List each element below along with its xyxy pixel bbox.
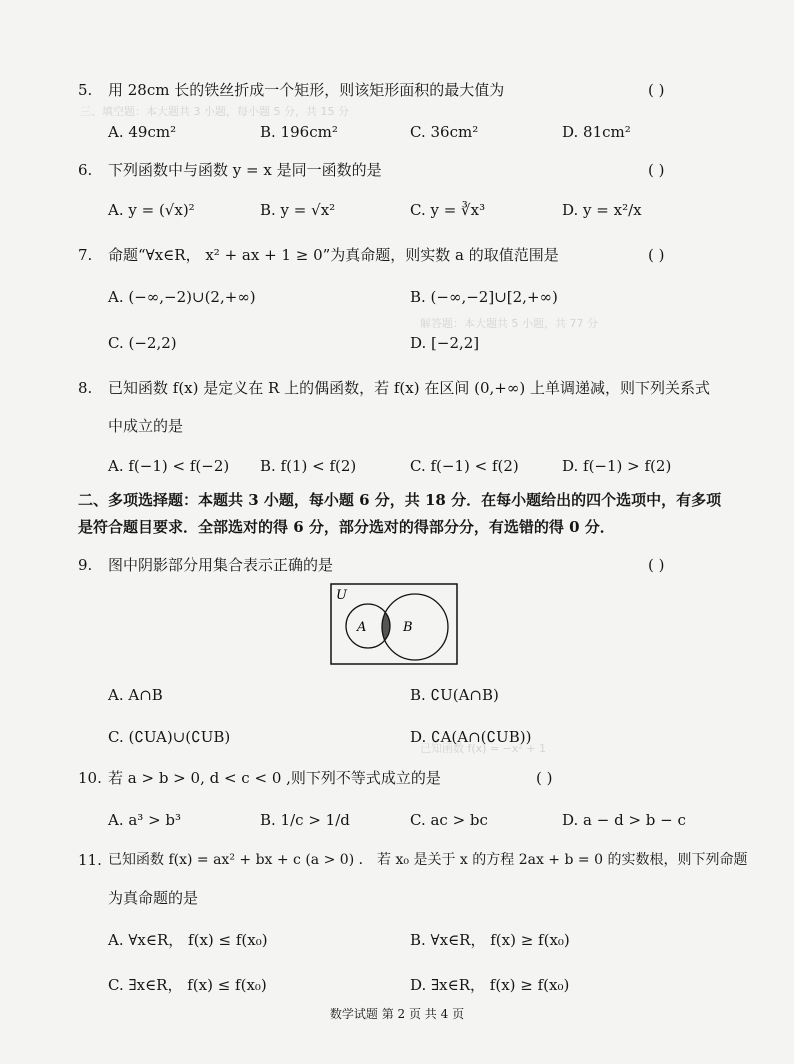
option-d: D. ∁A(A∩(∁UB)) bbox=[410, 728, 532, 746]
option-b: B. y = √x² bbox=[260, 201, 336, 219]
answer-bracket: ( ) bbox=[648, 556, 665, 574]
question-stem: 命题“∀x∈R， x² + ax + 1 ≥ 0”为真命题，则实数 a 的取值范围是 bbox=[108, 246, 559, 264]
question-number: 7. bbox=[78, 246, 93, 264]
question-number: 10. bbox=[78, 769, 102, 787]
option-c: C. 36cm² bbox=[410, 123, 479, 141]
option-a: A. y = (√x)² bbox=[108, 201, 195, 219]
set-b-label: B bbox=[403, 620, 413, 635]
question-stem: 用 28cm 长的铁丝折成一个矩形，则该矩形面积的最大值为 bbox=[108, 81, 505, 99]
question-stem: 为真命题的是 bbox=[108, 889, 199, 907]
option-b: B. (−∞,−2]∪[2,+∞) bbox=[410, 288, 558, 306]
option-a: A. 49cm² bbox=[108, 123, 177, 141]
option-b: B. 1/c > 1/d bbox=[260, 811, 350, 829]
universe-label: U bbox=[336, 588, 347, 603]
option-c: C. (∁UA)∪(∁UB) bbox=[108, 728, 231, 746]
option-d: D. [−2,2] bbox=[410, 334, 480, 352]
question-number: 9. bbox=[78, 556, 93, 574]
option-d: D. f(−1) > f(2) bbox=[562, 457, 672, 475]
answer-bracket: ( ) bbox=[648, 246, 665, 264]
answer-bracket: ( ) bbox=[536, 769, 553, 787]
bleed-through-text: 三、填空题：本大题共 3 小题，每小题 5 分，共 15 分 bbox=[80, 105, 349, 118]
question-stem: 已知函数 f(x) 是定义在 R 上的偶函数，若 f(x) 在区间 (0,+∞) 上单调递减，则下列关系式 bbox=[108, 379, 710, 397]
venn-diagram bbox=[330, 583, 460, 668]
question-number: 5. bbox=[78, 81, 93, 99]
option-d: D. a − d > b − c bbox=[562, 811, 686, 829]
option-a: A. f(−1) < f(−2) bbox=[108, 457, 230, 475]
option-b: B. 196cm² bbox=[260, 123, 338, 141]
question-stem: 若 a > b > 0, d < c < 0 ,则下列不等式成立的是 bbox=[108, 769, 441, 787]
answer-bracket: ( ) bbox=[648, 161, 665, 179]
option-c: C. y = ∛x³ bbox=[410, 201, 486, 219]
option-a: A. (−∞,−2)∪(2,+∞) bbox=[108, 288, 256, 306]
option-c: C. (−2,2) bbox=[108, 334, 177, 352]
option-c: C. ∃x∈R， f(x) ≤ f(x₀) bbox=[108, 976, 267, 994]
option-b: B. f(1) < f(2) bbox=[260, 457, 357, 475]
page-footer: 数学试题 第 2 页 共 4 页 bbox=[329, 1007, 465, 1021]
question-stem: 已知函数 f(x) = ax² + bx + c (a > 0) ． 若 x₀ 是关于 x 的方程 2ax + b = 0 的实数根，则下列命题 bbox=[108, 852, 748, 868]
question-number: 11. bbox=[78, 851, 102, 869]
bleed-through-text: 解答题：本大题共 5 小题，共 77 分 bbox=[420, 317, 598, 330]
section-heading: 是符合题目要求．全部选对的得 6 分，部分选对的得部分分，有选错的得 0 分． bbox=[78, 518, 615, 536]
option-a: A. ∀x∈R， f(x) ≤ f(x₀) bbox=[108, 931, 268, 949]
question-number: 8. bbox=[78, 379, 93, 397]
option-c: C. f(−1) < f(2) bbox=[410, 457, 519, 475]
question-stem: 下列函数中与函数 y = x 是同一函数的是 bbox=[108, 161, 382, 179]
option-d: D. y = x²/x bbox=[562, 201, 642, 219]
option-d: D. 81cm² bbox=[562, 123, 631, 141]
set-b-circle bbox=[382, 594, 448, 660]
answer-bracket: ( ) bbox=[648, 81, 665, 99]
bleed-through-text: 已知函数 f(x) = −x² + 1 bbox=[420, 742, 547, 755]
section-heading: 二、多项选择题：本题共 3 小题，每小题 6 分，共 18 分．在每小题给出的四个选项中，有多项 bbox=[78, 491, 722, 509]
option-c: C. ac > bc bbox=[410, 811, 488, 829]
question-stem: 中成立的是 bbox=[108, 417, 184, 435]
set-a-label: A bbox=[357, 620, 367, 635]
option-a: A. a³ > b³ bbox=[108, 811, 182, 829]
question-stem: 图中阴影部分用集合表示正确的是 bbox=[108, 556, 334, 574]
option-d: D. ∃x∈R， f(x) ≥ f(x₀) bbox=[410, 976, 570, 994]
question-number: 6. bbox=[78, 161, 93, 179]
option-a: A. A∩B bbox=[108, 686, 163, 704]
option-b: B. ∀x∈R， f(x) ≥ f(x₀) bbox=[410, 931, 570, 949]
option-b: B. ∁U(A∩B) bbox=[410, 686, 499, 704]
